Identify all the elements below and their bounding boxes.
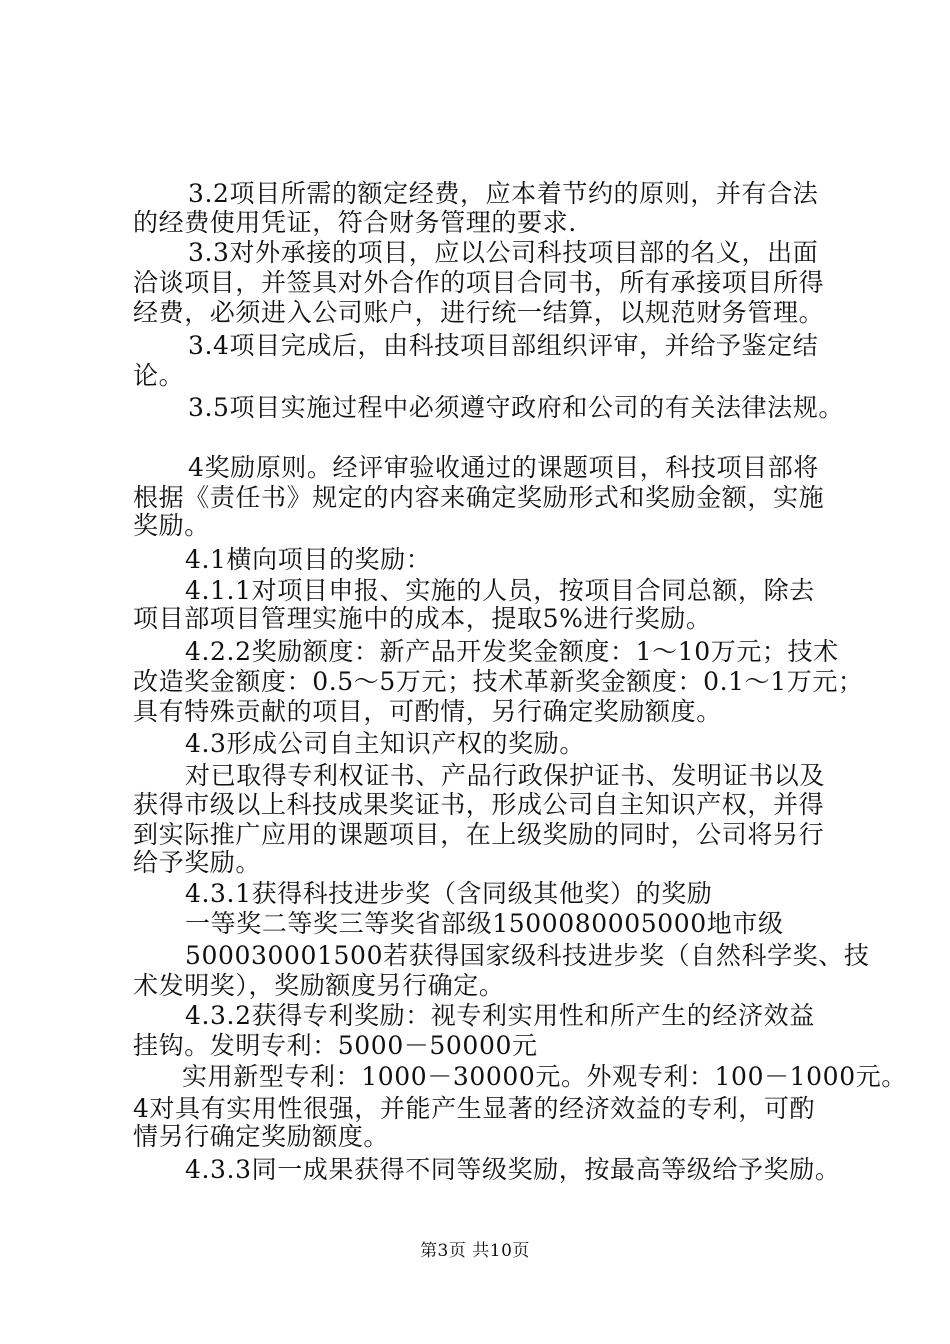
paragraph-line: 具有特殊贡献的项目，可酌情，另行确定奖励额度。 bbox=[133, 697, 722, 726]
paragraph-line: 奖励。 bbox=[133, 511, 210, 540]
paragraph-line: 4.3形成公司自主知识产权的奖励。 bbox=[185, 729, 585, 758]
paragraph-line: 3.3对外承接的项目，应以公司科技项目部的名义，出面 bbox=[188, 238, 819, 267]
paragraph-line: 4.3.3同一成果获得不同等级奖励，按最高等级给予奖励。 bbox=[185, 1155, 841, 1184]
paragraph-line: 洽谈项目，并签具对外合作的项目合同书，所有承接项目所得 bbox=[133, 268, 825, 297]
paragraph-line: 4.3.2获得专利奖励：视专利实用性和所产生的经济效益 bbox=[185, 1001, 815, 1030]
paragraph-line: 经费，必须进入公司账户，进行统一结算，以规范财务管理。 bbox=[133, 298, 825, 327]
paragraph-line: 4.3.1获得科技进步奖（含同级其他奖）的奖励 bbox=[185, 879, 713, 908]
paragraph-line: 对已取得专利权证书、产品行政保护证书、发明证书以及 bbox=[185, 761, 826, 790]
paragraph-line: 的经费使用凭证，符合财务管理的要求. bbox=[133, 208, 577, 237]
paragraph-line: 给予奖励。 bbox=[133, 848, 262, 877]
paragraph-line: 一等奖二等奖三等奖省部级1500080005000地市级 bbox=[185, 909, 784, 938]
paragraph-line: 3.4项目完成后，由科技项目部组织评审，并给予鉴定结 bbox=[188, 331, 819, 360]
paragraph-line: 4奖励原则。经评审验收通过的课题项目，科技项目部将 bbox=[188, 453, 819, 482]
paragraph-line: 3.2项目所需的额定经费，应本着节约的原则，并有合法 bbox=[188, 179, 819, 208]
paragraph-line: 500030001500若获得国家级科技进步奖（自然科学奖、技 bbox=[185, 941, 870, 970]
paragraph-line: 3.5项目实施过程中必须遵守政府和公司的有关法律法规。 bbox=[188, 393, 844, 422]
paragraph-line: 4.1横向项目的奖励： bbox=[185, 545, 432, 574]
paragraph-line: 论。 bbox=[133, 361, 185, 390]
paragraph-line: 4对具有实用性很强，并能产生显著的经济效益的专利，可酌 bbox=[133, 1094, 816, 1123]
paragraph-line: 4.1.1对项目申报、实施的人员，按项目合同总额，除去 bbox=[185, 576, 815, 605]
page-footer: 第3页 共10页 bbox=[420, 1241, 530, 1261]
paragraph-line: 实用新型专利：1000－30000元。外观专利：100－1000元。 bbox=[182, 1062, 907, 1091]
paragraph-line: 获得市级以上科技成果奖证书，形成公司自主知识产权，并得 bbox=[133, 790, 825, 819]
paragraph-line: 根据《责任书》规定的内容来确定奖励形式和奖励金额，实施 bbox=[133, 483, 825, 512]
paragraph-line: 挂钩。发明专利：5000－50000元 bbox=[133, 1031, 538, 1060]
paragraph-line: 术发明奖），奖励额度另行确定。 bbox=[133, 971, 505, 1000]
paragraph-line: 项目部项目管理实施中的成本，提取5%进行奖励。 bbox=[133, 604, 712, 633]
paragraph-line: 情另行确定奖励额度。 bbox=[133, 1122, 390, 1151]
paragraph-line: 到实际推广应用的课题项目，在上级奖励的同时，公司将另行 bbox=[133, 820, 825, 849]
paragraph-line: 改造奖金额度：0.5～5万元；技术革新奖金额度：0.1～1万元； bbox=[133, 667, 864, 696]
paragraph-line: 4.2.2奖励额度：新产品开发奖金额度：1～10万元；技术 bbox=[185, 637, 839, 666]
